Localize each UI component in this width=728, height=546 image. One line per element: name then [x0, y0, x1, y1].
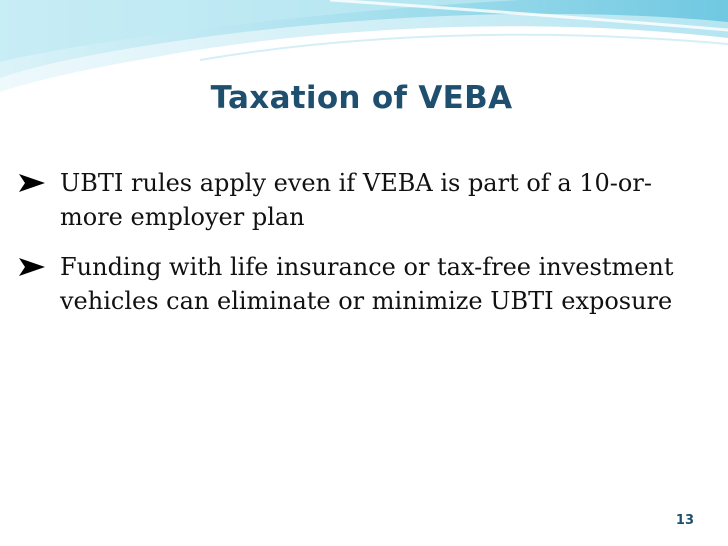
page-number: 13 — [675, 513, 694, 528]
bullet-item — [18, 250, 708, 318]
bullet-text: UBTI rules apply even if VEBA is part of a 10-or-more employer plan — [60, 169, 652, 231]
bullet-arrow-icon — [18, 255, 46, 279]
slide-title: Taxation of VEBA — [210, 80, 513, 116]
bullet-list — [18, 166, 708, 334]
bullet-arrow-icon — [18, 171, 46, 195]
bullet-text: Funding with life insurance or tax-free investment vehicles can eliminate or minimize UBTI exposure — [60, 253, 674, 315]
bullet-item — [18, 166, 708, 234]
